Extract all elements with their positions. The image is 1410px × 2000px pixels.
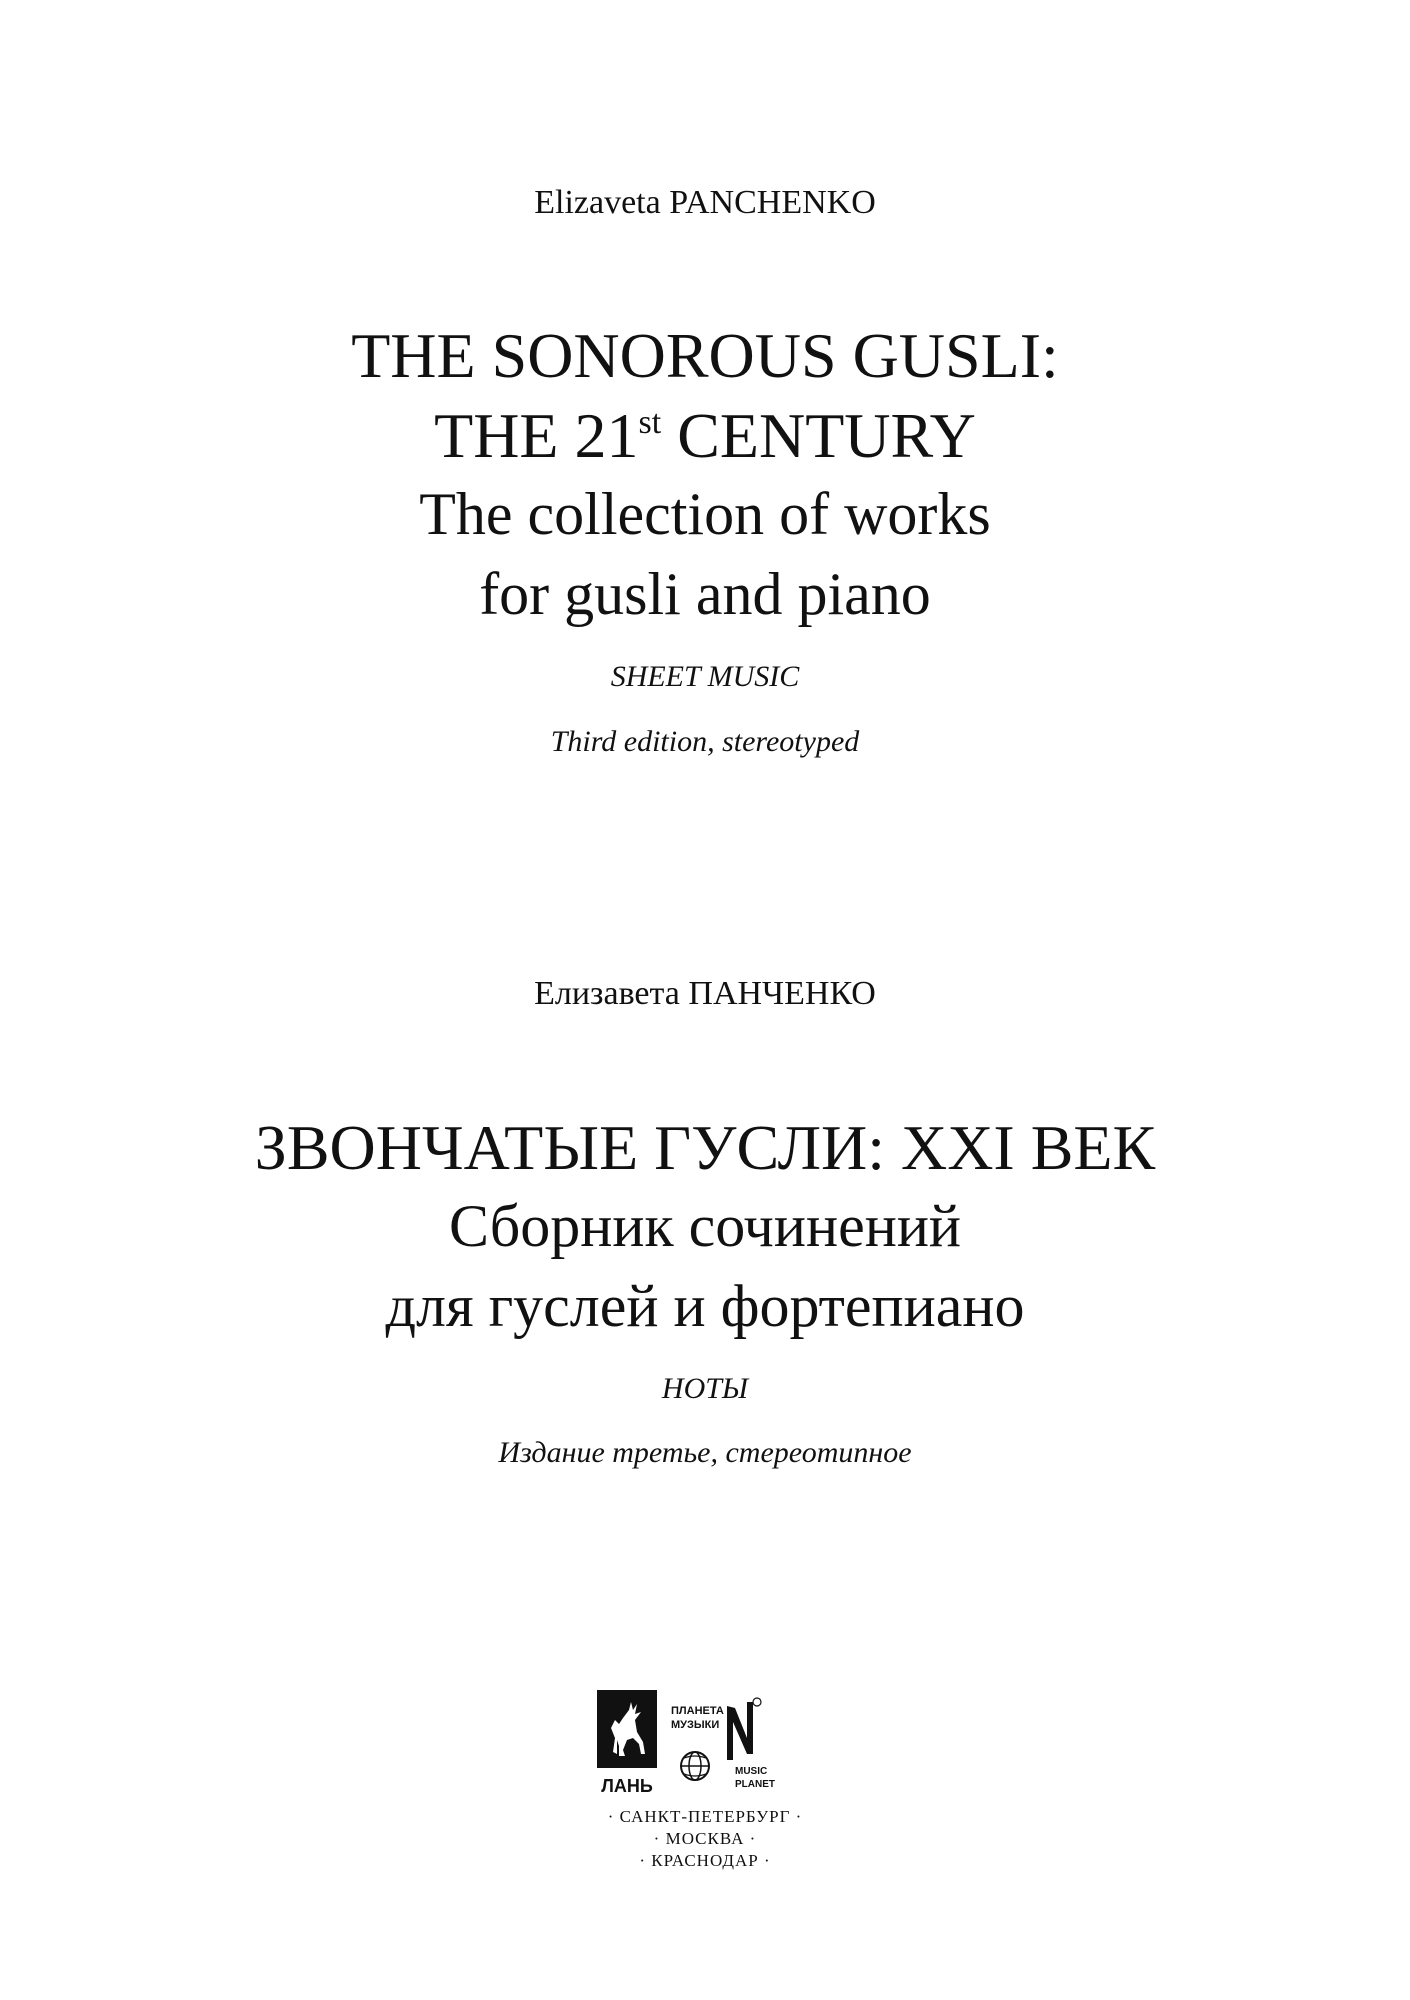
english-title-superscript: st [638,404,662,441]
russian-author: Елизавета ПАНЧЕНКО [534,975,876,1012]
english-subtitle-line2: for gusli and piano [479,561,931,627]
music-note-icon [727,1702,753,1760]
city-saint-petersburg: · САНКТ-ПЕТЕРБУРГ · [607,1807,803,1826]
music-planet-line1: MUSIC [735,1766,768,1777]
planeta-text-line2: МУЗЫКИ [671,1719,720,1731]
city-moscow: · МОСКВА · [653,1829,757,1848]
english-type: SHEET MUSIC [610,660,800,693]
english-author: Elizaveta PANCHENKO [534,184,876,221]
english-title-line2 [0,400,1410,471]
registered-mark-icon [753,1698,761,1706]
russian-edition: Издание третье, стереотипное [498,1436,912,1469]
russian-subtitle-line2: для гуслей и фортепиано [385,1273,1025,1339]
russian-title-line1: ЗВОНЧАТЫЕ ГУСЛИ: XXI ВЕК [254,1112,1156,1183]
publisher-logos [0,1688,1410,1805]
english-title-line2-post: CENTURY [661,400,976,471]
planeta-text-line1: ПЛАНЕТА [671,1705,724,1717]
lan-logo [597,1690,657,1768]
music-planet-line2: PLANET [735,1779,775,1790]
russian-type: НОТЫ [661,1372,749,1405]
city-krasnodar: · КРАСНОДАР · [639,1851,771,1870]
english-title-line1: THE SONOROUS GUSLI: [351,320,1059,391]
english-edition: Third edition, stereotyped [550,725,860,758]
russian-subtitle-line1: Сборник сочинений [448,1193,962,1259]
globe-icon [681,1752,709,1780]
english-subtitle-line1: The collection of works [419,481,991,547]
lan-logo-text: ЛАНЬ [601,1776,653,1796]
publisher-logo-group [585,1688,825,1800]
planeta-muzyki-logo [671,1698,775,1790]
english-title-line2-pre: THE 21 [434,400,639,471]
